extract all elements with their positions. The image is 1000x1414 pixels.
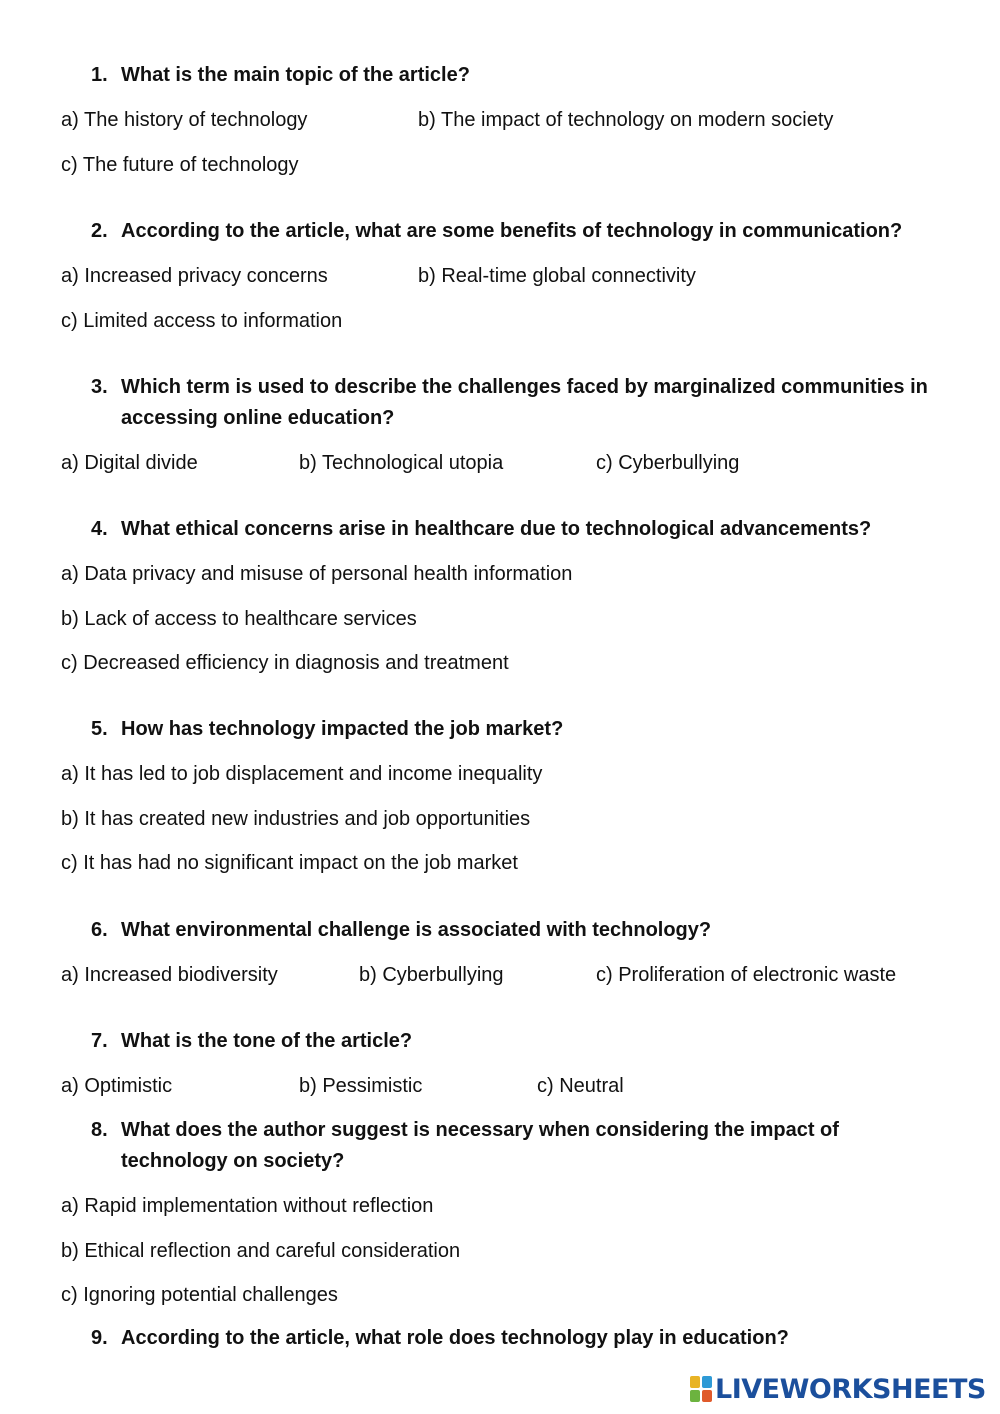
option-c[interactable]: c) Neutral (537, 1075, 624, 1097)
option-a[interactable]: a) It has led to job displacement and income inequality (61, 763, 543, 785)
option-a[interactable]: a) Data privacy and misuse of personal health information (61, 563, 573, 585)
liveworksheets-logo[interactable] (690, 1372, 986, 1406)
option-a[interactable]: a) Increased privacy concerns (61, 265, 328, 287)
question-number: 6. (91, 919, 108, 941)
option-a[interactable]: a) Optimistic (61, 1075, 173, 1097)
option-c[interactable]: c) Ignoring potential challenges (61, 1284, 338, 1306)
question-5 (91, 714, 931, 745)
logo-text: LIVEWORKSHEETS (715, 1373, 986, 1405)
logo-square-icon (690, 1376, 700, 1388)
question-number: 1. (91, 64, 108, 86)
question-number: 7. (91, 1030, 108, 1052)
option-a[interactable]: a) Rapid implementation without reflection (61, 1195, 434, 1217)
question-number: 3. (91, 376, 108, 398)
question-9 (91, 1323, 931, 1354)
option-b[interactable]: b) Pessimistic (299, 1075, 423, 1097)
question-number: 2. (91, 220, 108, 242)
option-b[interactable]: b) Lack of access to healthcare services (61, 608, 417, 630)
liveworksheets-logo-icon (690, 1376, 712, 1402)
option-b[interactable]: b) The impact of technology on modern society (418, 109, 834, 131)
logo-square-icon (702, 1376, 712, 1388)
option-b[interactable]: b) It has created new industries and job opportunities (61, 808, 531, 830)
option-b[interactable]: b) Technological utopia (299, 452, 504, 474)
option-b[interactable]: b) Cyberbullying (359, 964, 504, 986)
logo-square-icon (702, 1390, 712, 1402)
logo-square-icon (690, 1390, 700, 1402)
option-c[interactable]: c) The future of technology (61, 154, 299, 176)
option-c[interactable]: c) Cyberbullying (596, 452, 740, 474)
question-text: What ethical concerns arise in healthcare due to technological advancements? (121, 518, 872, 540)
question-text: What is the main topic of the article? (121, 64, 470, 86)
question-text: According to the article, what are some benefits of technology in communication? (121, 220, 903, 242)
question-text: Which term is used to describe the challenges faced by marginalized communities in accessing online education? (121, 376, 928, 429)
option-c[interactable]: c) Proliferation of electronic waste (596, 964, 897, 986)
option-a[interactable]: a) Increased biodiversity (61, 964, 278, 986)
option-c[interactable]: c) Decreased efficiency in diagnosis and treatment (61, 652, 509, 674)
option-a[interactable]: a) Digital divide (61, 452, 198, 474)
option-b[interactable]: b) Real-time global connectivity (418, 265, 696, 287)
question-number: 5. (91, 718, 108, 740)
question-text: What does the author suggest is necessary when considering the impact of technology on society? (121, 1119, 839, 1172)
question-text: According to the article, what role does technology play in education? (121, 1327, 789, 1349)
option-a[interactable]: a) The history of technology (61, 109, 308, 131)
question-text: What environmental challenge is associated with technology? (121, 919, 712, 941)
question-number: 4. (91, 518, 108, 540)
question-text: What is the tone of the article? (121, 1030, 413, 1052)
option-c[interactable]: c) It has had no significant impact on the job market (61, 852, 518, 874)
question-6 (91, 915, 931, 946)
option-b[interactable]: b) Ethical reflection and careful consideration (61, 1240, 461, 1262)
question-number: 8. (91, 1119, 108, 1141)
question-3 (91, 372, 931, 434)
option-c[interactable]: c) Limited access to information (61, 310, 343, 332)
question-1 (91, 60, 931, 91)
question-text: How has technology impacted the job market? (121, 718, 564, 740)
question-number: 9. (91, 1327, 108, 1349)
question-8 (91, 1115, 931, 1177)
question-4 (91, 514, 931, 545)
question-7 (91, 1026, 931, 1057)
question-2 (91, 216, 931, 247)
